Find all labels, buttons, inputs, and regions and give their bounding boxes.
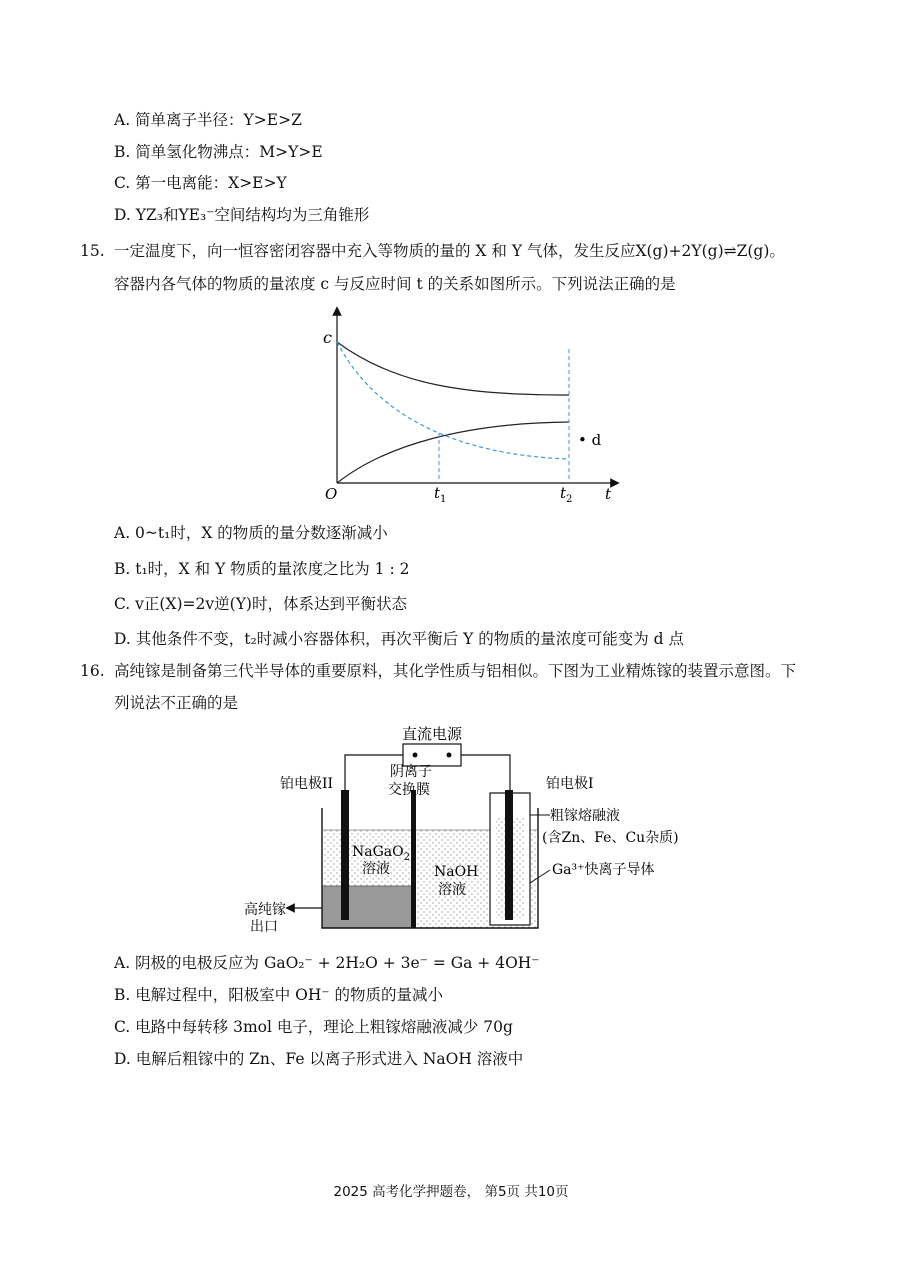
t1-label: $t_1$ xyxy=(434,484,447,505)
left-solution-label-2: 溶液 xyxy=(362,861,390,877)
membrane-label-1: 阴离子 xyxy=(390,764,432,780)
wire-right xyxy=(461,755,510,790)
origin-label: O xyxy=(325,485,338,503)
q15-concentration-time-graph xyxy=(315,305,625,505)
q16-option-b: B. 电解过程中，阳极室中 OH⁻ 的物质的量减小 xyxy=(114,986,444,1004)
anion-exchange-membrane xyxy=(411,790,416,928)
t2-label: $t_2$ xyxy=(560,484,573,505)
mid-solution-label-1: NaOH xyxy=(434,864,479,880)
y-axis-label: c xyxy=(323,328,332,347)
q16-stem-line2: 列说法不正确的是 xyxy=(114,694,239,712)
mid-solution-label-2: 溶液 xyxy=(438,882,466,898)
conductor-label: Ga³⁺快离子导体 xyxy=(552,862,655,878)
curve-upper-solid xyxy=(337,342,569,395)
q15-number: 15. xyxy=(80,242,105,260)
q15-option-c: C. v正(X)=2v逆(Y)时，体系达到平衡状态 xyxy=(114,595,407,613)
q14-option-c: C. 第一电离能：X>E>Y xyxy=(114,174,287,192)
outlet-label-2: 出口 xyxy=(250,919,278,935)
q16-option-c: C. 电路中每转移 3mol 电子，理论上粗镓熔融液减少 70g xyxy=(114,1018,513,1036)
q16-electrolysis-apparatus-diagram xyxy=(230,718,700,943)
q16-option-a: A. 阴极的电极反应为 GaO₂⁻ + 2H₂O + 3e⁻ = Ga + 4OH⁻ xyxy=(114,954,540,972)
point-d-label: • d xyxy=(578,431,602,449)
left-solution-label-1: NaGaO$_2$ xyxy=(352,844,410,863)
q14-option-d: D. YZ₃和YE₃⁻空间结构均为三角锥形 xyxy=(114,206,370,224)
electrode-ii-label: 铂电极II xyxy=(280,776,334,792)
impurity-label: (含Zn、Fe、Cu杂质) xyxy=(542,830,679,846)
platinum-electrode-ii xyxy=(341,790,349,920)
q15-stem-line2: 容器内各气体的物质的量浓度 c 与反应时间 t 的关系如图所示。下列说法正确的是 xyxy=(114,275,676,293)
q14-option-a: A. 简单离子半径：Y>E>Z xyxy=(114,111,302,129)
pure-gallium-layer xyxy=(322,886,414,928)
q15-option-a: A. 0~t₁时，X 的物质的量分数逐渐减小 xyxy=(114,524,388,542)
q16-number: 16. xyxy=(80,662,105,680)
curve-dashed xyxy=(337,342,569,459)
outlet-label-1: 高纯镓 xyxy=(244,902,286,918)
crude-melt-label: 粗镓熔融液 xyxy=(550,808,620,824)
q15-option-b: B. t₁时，X 和 Y 物质的量浓度之比为 1 : 2 xyxy=(114,560,410,578)
platinum-electrode-i xyxy=(505,790,513,920)
q16-option-d: D. 电解后粗镓中的 Zn、Fe 以离子形式进入 NaOH 溶液中 xyxy=(114,1050,524,1068)
x-axis-label: t xyxy=(605,485,612,503)
q16-stem-line1: 高纯镓是制备第三代半导体的重要原料，其化学性质与铝相似。下图为工业精炼镓的装置示意图。下 xyxy=(114,662,797,680)
membrane-label-2: 交换膜 xyxy=(388,782,430,798)
q14-option-b: B. 简单氢化物沸点：M>Y>E xyxy=(114,143,323,161)
curve-lower-solid xyxy=(337,422,569,483)
power-source-box xyxy=(403,744,461,766)
q15-option-d: D. 其他条件不变，t₂时减小容器体积，再次平衡后 Y 的物质的量浓度可能变为 d 点 xyxy=(114,630,685,648)
electrode-i-label: 铂电极I xyxy=(546,776,594,792)
q15-stem-line1: 一定温度下，向一恒容密闭容器中充入等物质的量的 X 和 Y 气体，发生反应X(g)+2Y(g)⇌Z(g)。 xyxy=(114,242,785,260)
page-footer: 2025 高考化学押题卷， 第5页 共10页 xyxy=(333,1184,569,1200)
power-source-label: 直流电源 xyxy=(402,725,463,743)
